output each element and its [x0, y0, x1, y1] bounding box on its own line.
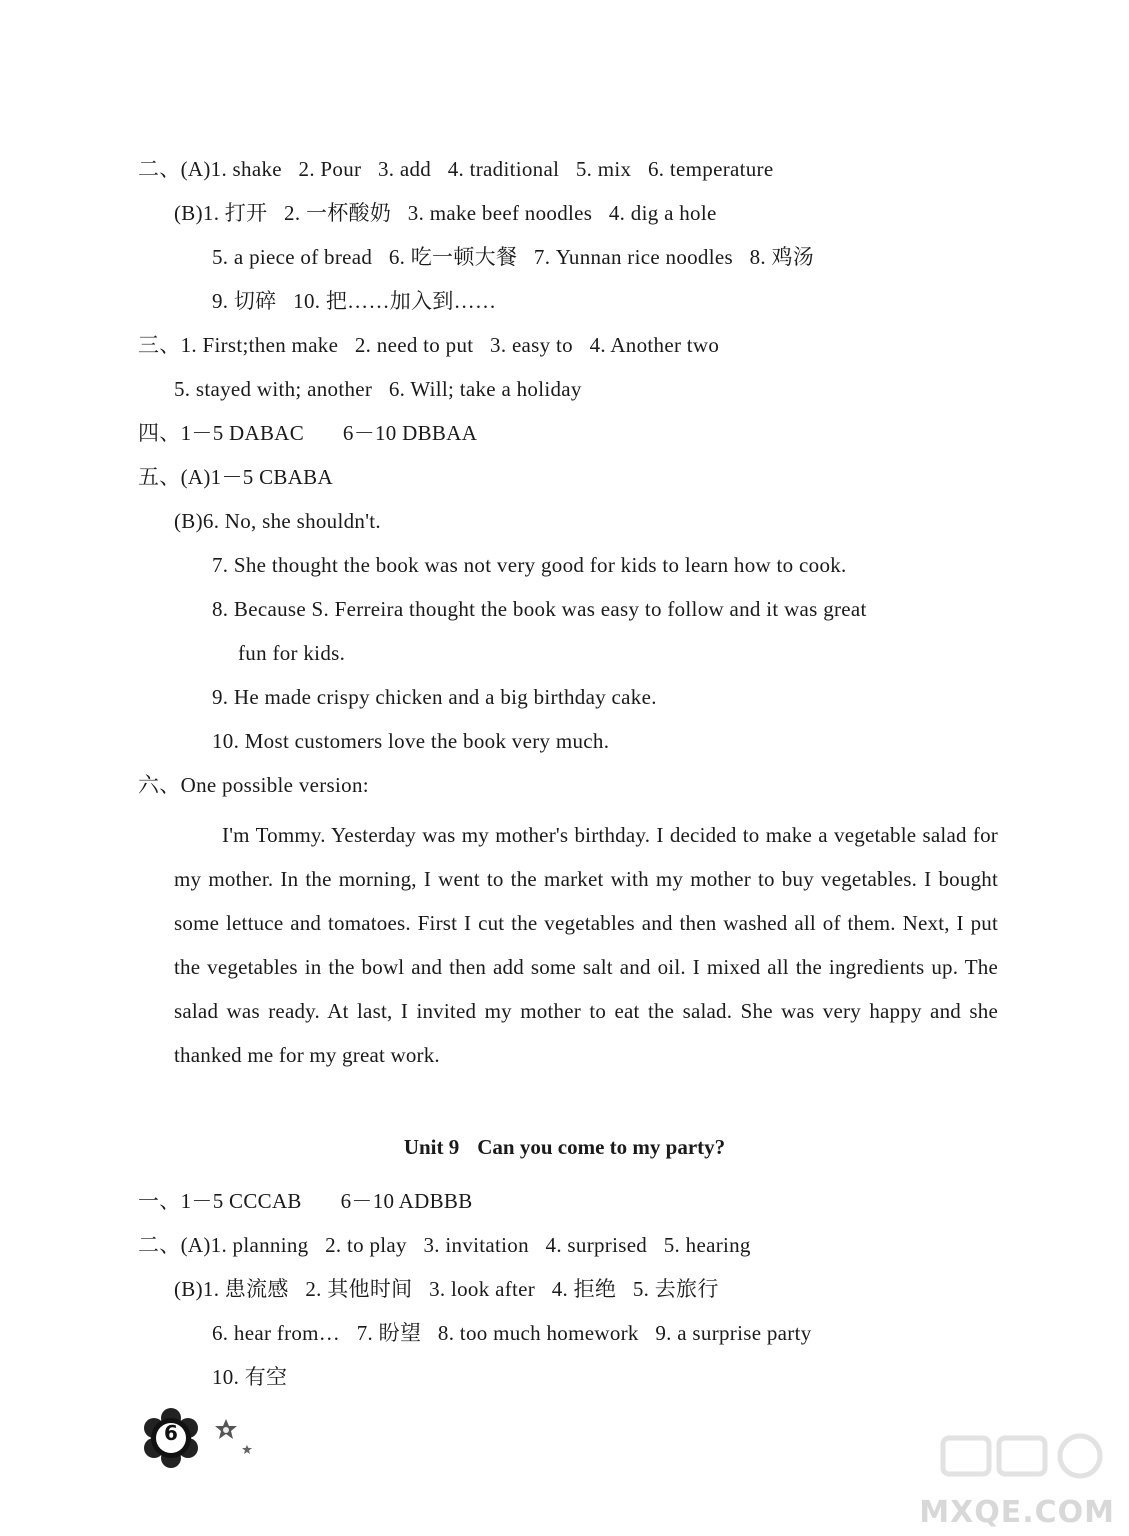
answer-line: (B)6. No, she shouldn't. [174, 509, 381, 533]
answer-line: 三、1. First;then make 2. need to put 3. easy to 4. Another two [138, 333, 720, 357]
answer-line: 二、(A)1. shake 2. Pour 3. add 4. traditional 5. mix 6. temperature [138, 157, 774, 181]
answer-line: 二、(A)1. planning 2. to play 3. invitation 4. surprised 5. hearing [138, 1233, 751, 1257]
answer-line: 9. 切碎 10. 把……加入到…… [212, 289, 497, 313]
small-star-icon [242, 1445, 252, 1454]
unit-title: Can you come to my party? [477, 1135, 726, 1159]
answer-line: 7. She thought the book was not very good for kids to learn how to cook. [212, 553, 847, 577]
answer-line: 6. hear from… 7. 盼望 8. too much homework 9. a surprise party [212, 1321, 812, 1345]
answer-line: fun for kids. [238, 641, 346, 665]
answer-line: (B)1. 打开 2. 一杯酸奶 3. make beef noodles 4. dig a hole [174, 201, 717, 225]
answer-line: 五、(A)1－5 CBABA [138, 465, 333, 489]
answer-line: 8. Because S. Ferreira thought the book was easy to follow and it was great [212, 597, 867, 621]
answer-line: 5. a piece of bread 6. 吃一顿大餐 7. Yunnan rice noodles 8. 鸡汤 [212, 245, 815, 269]
page-badge-flower-icon [134, 1408, 264, 1468]
unit-number: Unit 9 [403, 1135, 460, 1159]
answer-line: 5. stayed with; another 6. Will; take a holiday [174, 377, 582, 401]
watermark-text: MXQE.COM [919, 1495, 1115, 1530]
sample-essay: I'm Tommy. Yesterday was my mother's birthday. I decided to make a vegetable salad for my mother. In the morning, I went to the market with my mother to buy vegetables. I bought some lettuce and tomatoes. First I cut the vegetables and then washed all of them. Next, I put the vegetables in the bowl and then add some salt and oil. I mixed all the ingredients up. The salad was ready. At last, I invited my mother to eat the salad. She was very happy and she thanked me for my great work. [174, 823, 998, 1067]
page-number: 6 [164, 1421, 178, 1445]
star-icon [215, 1419, 237, 1439]
answer-line: 一、1－5 CCCAB 6－10 ADBBB [138, 1189, 473, 1213]
answer-line: (B)1. 患流感 2. 其他时间 3. look after 4. 拒绝 5. 去旅行 [174, 1277, 719, 1301]
answer-line: 10. Most customers love the book very much. [212, 729, 610, 753]
answer-line: 六、One possible version: [138, 773, 369, 797]
answer-line: 10. 有空 [212, 1365, 288, 1389]
answer-line: 9. He made crispy chicken and a big birthday cake. [212, 685, 657, 709]
answer-line: 四、1－5 DABAC 6－10 DBBAA [138, 421, 478, 445]
unit-heading [0, 1132, 1129, 1162]
